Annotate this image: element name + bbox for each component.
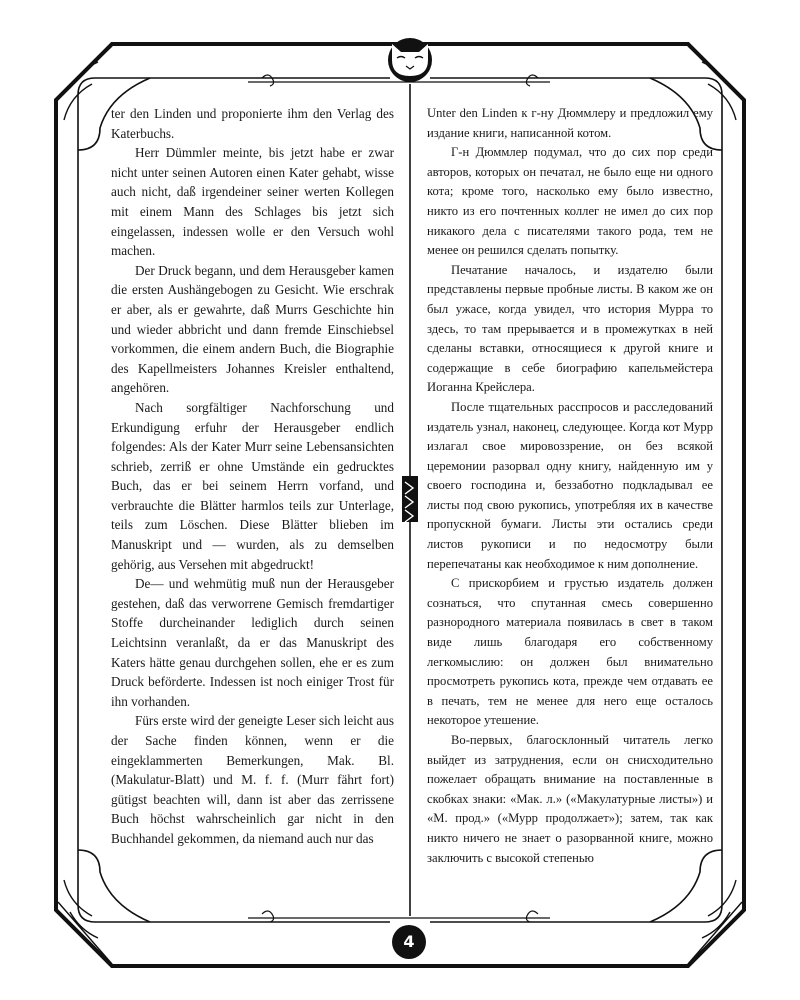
- divider-ornament: [402, 476, 418, 522]
- paragraph: Der Druck begann, und dem Herausgeber kamen die ersten Aushängebogen zu Gesicht. Wie erschrak er aber, als er gewahrte, daß Murrs Geschichte hin und wieder abbricht und dann fremde Einschiebsel vorkommen, die einem andern Buch, die Biographie des Kapellmeisters Johannes Kreisler enthaltend, angehören.: [111, 262, 394, 396]
- paragraph: Во-первых, благосклонный читатель легко выйдет из затруднения, если он снисходительно пожелает обращать внимание на поставленные в скобках знаки: «Мак. л.» («Макулатурные листы») и «М. прод.» («Мурр продолжает»); затем, так как никто ничего не знает о разорванной книге, можно заключить с высокой степенью: [427, 733, 713, 865]
- paragraph: De— und wehmütig muß nun der Herausgeber gestehen, daß das verworrene Gemisch fremdartiger Stoffe durcheinander lediglich durch seinen Leichtsinn veranlaßt, da er das Manuskript des Katers hätte genau durchgehen sollen, ehe er es zum Druck beförderte. Indessen ist noch einiger Trost für ihn vorhanden.: [111, 576, 394, 709]
- page-number: 4: [403, 932, 415, 951]
- paragraph: После тщательных расспросов и расследований издатель узнал, наконец, следующее. Когда кот Мурр излагал свое мировоззрение, он без всякой церемонии разорвал одну книгу, найденную им у своего господина и, беззаботно подкладывал ее листы под свою рукопись, употребляя их в качестве пропускной бумаги. Листы эти остались среди листов рукописи и по недосмотру были перепечатаны как необходимое к ним дополнение.: [427, 399, 713, 571]
- paragraph: Herr Dümmler meinte, bis jetzt habe er zwar nicht unter seinen Autoren einen Kater gehabt, wisse auch nicht, daß irgendeiner seiner werten Kollegen mit einem Mann des Schlages bis jetzt sich eingelassen, indessen wolle er den Versuch wohl machen.: [111, 145, 394, 259]
- paragraph: Fürs erste wird der geneigte Leser sich leicht aus der Sache finden können, wenn er die eingeklammerten Bemerkungen, Mak. Bl. (Makulatur-Blatt) und M. f. f. (Murr fährt fort) gütigst beachten will, dann ist aber das zerrissene Buch höchst wahrscheinlich gar nicht in den Buchhandel gekommen, da niemand auch nur das: [111, 713, 394, 846]
- paragraph: Печатание началось, и издателю были представлены первые пробные листы. В каком же он был ужасе, когда увидел, что история Мурра то здесь, то там прерывается и в промежутках в ней сделаны вставки, относящиеся к другой книге и содержащие в себе биографию капельмейстера Иоганна Крейслера.: [427, 262, 713, 395]
- cat-head-emblem: [388, 38, 432, 82]
- paragraph: ter den Linden und proponierte ihm den Verlag des Katerbuchs.: [111, 106, 394, 141]
- russian-text-column: [427, 104, 713, 910]
- corner-ornament-top-left: [58, 46, 112, 120]
- bottom-flourish: [248, 911, 550, 922]
- paragraph: Unter den Linden к г-ну Дюммлеру и предложил ему издание книги, написанной котом.: [427, 106, 713, 140]
- paragraph: Nach sorgfältiger Nachforschung und Erkundigung erfuhr der Herausgeber endlich folgendes: Als der Kater Murr seine Lebensansichten schrieb, zerriß er ohne Umstände ein gedrucktes Buch, das er bei seinem Herrn vorfand, und verbrauchte die Blätter harmlos teils zur Unterlage, teils zum Löschen. Diese Blätter blieben im Manuskript und — wurden, als zu demselben gehörig, aus Versehen mit abgedruckt!: [111, 399, 394, 572]
- german-text-column: [111, 104, 394, 910]
- paragraph: С прискорбием и грустью издатель должен сознаться, что спутанная смесь совершенно разнородного материала появилась в свет в таком виде лишь благодаря его собственному легкомыслию: он должен был внимательно просмотреть рукопись кота, прежде чем отдавать ее в печать, тем не менее для него еще осталось некоторое утешение.: [427, 576, 713, 728]
- paragraph: Г-н Дюммлер подумал, что до сих пор среди авторов, которых он печатал, не было еще ни одного кота; кроме того, насколько ему было известно, никто из его почтенных коллег не имел до сих пор никакого дела с писателями такого рода, тем не менее он решился сделать попытку.: [427, 145, 713, 258]
